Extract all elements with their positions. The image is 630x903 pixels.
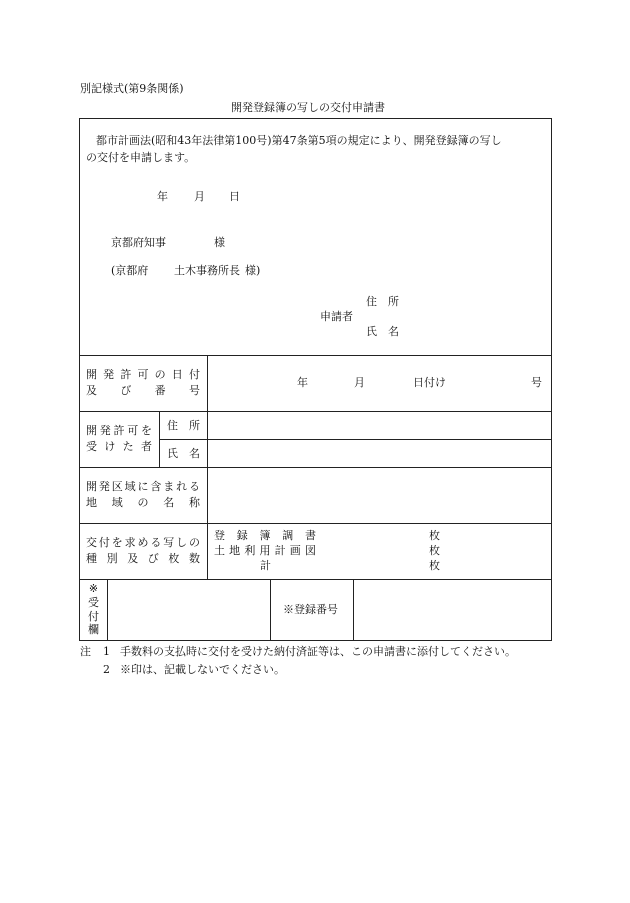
office-close: 様) bbox=[245, 264, 261, 277]
divider bbox=[79, 523, 552, 524]
note-2-number: 2 bbox=[103, 663, 110, 676]
copy-item-landuse: 土 地 利 用 計 画 図 bbox=[214, 544, 316, 557]
divider bbox=[207, 355, 208, 579]
application-statement-cont: の交付を申請します。 bbox=[86, 151, 196, 164]
divider bbox=[159, 439, 552, 440]
note-1-text: 手数料の支払時に交付を受けた納付済証等は、この申請書に添付してください。 bbox=[120, 645, 516, 658]
sheet-unit: 枚 bbox=[429, 544, 440, 557]
document-title: 開発登録簿の写しの交付申請書 bbox=[231, 101, 385, 114]
permit-dated-label: 日付け bbox=[413, 376, 446, 389]
divider bbox=[79, 411, 552, 412]
copy-type-label: 交 付 を 求 め る 写 し の bbox=[86, 536, 200, 549]
copy-count-label: 種 別 及 び 枚 数 bbox=[86, 552, 200, 565]
office-name: 土木事務所長 bbox=[174, 264, 240, 277]
registration-number-label: ※登録番号 bbox=[283, 603, 338, 616]
permit-date-number-field[interactable] bbox=[223, 372, 541, 390]
copy-item-total: 計 bbox=[260, 559, 271, 572]
applicant-name-label: 氏 名 bbox=[366, 325, 399, 338]
permit-number-label: 及 び 番 号 bbox=[86, 384, 200, 397]
date-year-label: 年 bbox=[157, 190, 168, 203]
copy-item-register: 登 録 簿 調 書 bbox=[214, 529, 316, 542]
permit-date-label: 開 発 許 可 の 日 付 bbox=[86, 368, 200, 381]
recipient-label: 開 発 許 可 を bbox=[86, 424, 152, 437]
area-name-field[interactable] bbox=[212, 471, 548, 519]
reception-label: ※ 受 付 欄 bbox=[88, 582, 99, 637]
landuse-sheet-count-field[interactable] bbox=[330, 543, 425, 557]
date-month-label: 月 bbox=[194, 190, 205, 203]
area-name-label: 開 発 区 域 に 含 ま れ る bbox=[86, 480, 200, 493]
recipient-label-cont: 受 け た 者 bbox=[86, 440, 152, 453]
application-statement: 都市計画法(昭和43年法律第100号)第47条第5項の規定により、開発登録簿の写し bbox=[96, 134, 502, 147]
divider bbox=[79, 355, 552, 356]
sheet-unit: 枚 bbox=[429, 559, 440, 572]
divider bbox=[353, 579, 354, 641]
register-sheet-count-field[interactable] bbox=[330, 528, 425, 542]
area-name-label-cont: 地 域 の 名 称 bbox=[86, 496, 200, 509]
recipient-name-label: 氏 名 bbox=[167, 447, 200, 460]
total-sheet-count-field[interactable] bbox=[330, 558, 425, 572]
divider bbox=[270, 579, 271, 641]
divider bbox=[159, 411, 160, 467]
divider bbox=[79, 579, 552, 580]
note-1-number: 1 bbox=[103, 645, 110, 658]
recipient-address-field[interactable] bbox=[212, 414, 548, 436]
addressee: 京都府知事 bbox=[111, 236, 166, 249]
permit-month-label: 月 bbox=[354, 376, 365, 389]
note-2-text: ※印は、記載しないでください。 bbox=[120, 663, 285, 676]
applicant-address-label: 住 所 bbox=[366, 295, 399, 308]
office-open: (京都府 bbox=[111, 264, 149, 277]
note-label: 注 bbox=[80, 645, 91, 658]
form-reference: 別記様式(第9条関係) bbox=[80, 82, 184, 95]
recipient-name-field[interactable] bbox=[212, 442, 548, 464]
permit-number-unit: 号 bbox=[531, 376, 542, 389]
sheet-unit: 枚 bbox=[429, 529, 440, 542]
recipient-address-label: 住 所 bbox=[167, 419, 200, 432]
honorific: 様 bbox=[214, 236, 225, 249]
divider bbox=[79, 467, 552, 468]
applicant-label: 申請者 bbox=[320, 310, 353, 323]
permit-year-label: 年 bbox=[297, 376, 308, 389]
date-day-label: 日 bbox=[229, 190, 240, 203]
divider bbox=[107, 579, 108, 641]
